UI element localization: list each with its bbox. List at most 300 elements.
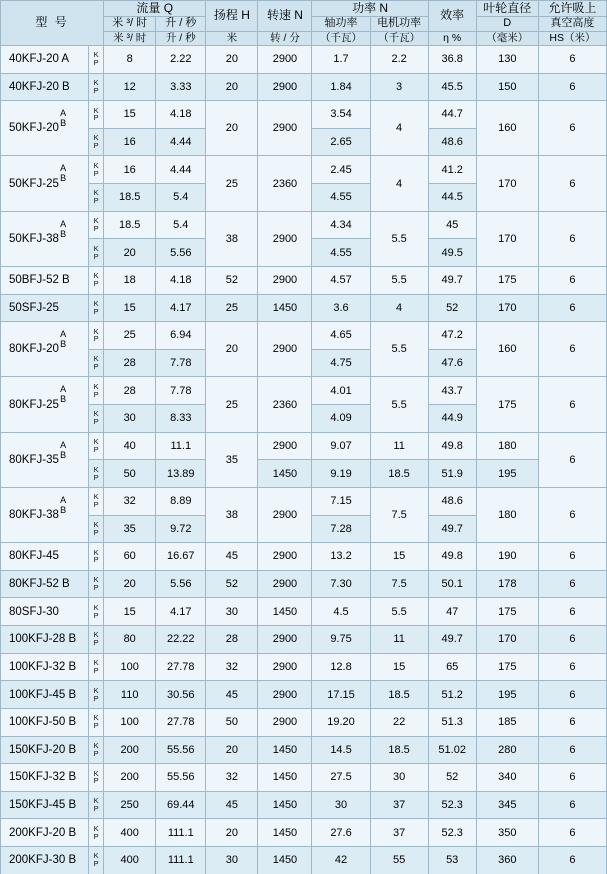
flow-ls: 27.78 (156, 653, 206, 681)
head: 32 (206, 764, 258, 792)
impeller-diameter: 150 (476, 73, 538, 101)
model-label: 50KFJ-38 (9, 232, 59, 245)
flow-m3h: 28 (104, 377, 156, 405)
impeller-diameter: 280 (476, 736, 538, 764)
motor-power: 18.5 (370, 736, 428, 764)
model-cell (1, 570, 89, 598)
suction-height: 6 (538, 377, 606, 432)
speed: 1450 (258, 764, 312, 792)
flow-ls: 8.33 (156, 405, 206, 433)
shaft-power: 1.84 (312, 73, 370, 101)
efficiency: 44.5 (428, 184, 476, 212)
speed: 2360 (258, 377, 312, 432)
kp-marker: K P (89, 847, 104, 874)
flow-m3h: 15 (104, 294, 156, 322)
model-label: 80KFJ-20 (9, 343, 59, 356)
suction-height: 6 (538, 764, 606, 792)
head: 50 (206, 708, 258, 736)
table-row (1, 819, 607, 847)
head: 20 (206, 73, 258, 101)
header-impeller-diameter: 叶轮直径 (476, 1, 538, 17)
header-motor-power-unit: （千瓦） (370, 31, 428, 45)
speed: 2900 (258, 653, 312, 681)
kp-marker: K P (89, 101, 104, 129)
flow-m3h: 16 (104, 128, 156, 156)
suction-height: 6 (538, 819, 606, 847)
model-variant-labels: A B (60, 329, 67, 350)
impeller-diameter: 170 (476, 156, 538, 211)
flow-m3h: 400 (104, 819, 156, 847)
header-flow-ls-unit: 升 / 秒 (156, 31, 206, 45)
table-row (1, 294, 607, 322)
kp-marker: K P (89, 681, 104, 709)
speed: 2360 (258, 156, 312, 211)
motor-power: 4 (370, 156, 428, 211)
shaft-power: 17.15 (312, 681, 370, 709)
head: 20 (206, 322, 258, 377)
flow-ls: 5.4 (156, 211, 206, 239)
head: 20 (206, 736, 258, 764)
table-row (1, 73, 607, 101)
flow-m3h: 200 (104, 764, 156, 792)
flow-ls: 69.44 (156, 791, 206, 819)
speed: 2900 (258, 432, 312, 460)
kp-marker: K P (89, 128, 104, 156)
impeller-diameter: 350 (476, 819, 538, 847)
flow-ls: 5.56 (156, 239, 206, 267)
kp-marker: K P (89, 708, 104, 736)
efficiency: 49.8 (428, 432, 476, 460)
impeller-diameter: 185 (476, 708, 538, 736)
impeller-diameter: 345 (476, 791, 538, 819)
model-cell (1, 377, 89, 432)
flow-ls: 3.33 (156, 73, 206, 101)
impeller-diameter: 360 (476, 847, 538, 874)
model-variant-labels: A B (60, 108, 67, 129)
shaft-power: 2.65 (312, 128, 370, 156)
flow-m3h: 25 (104, 322, 156, 350)
flow-m3h: 18.5 (104, 184, 156, 212)
model-label: 100KFJ-32 B (9, 660, 77, 673)
suction-height: 6 (538, 432, 606, 487)
impeller-diameter: 195 (476, 681, 538, 709)
model-label: 80KFJ-25 (9, 398, 59, 411)
shaft-power: 7.28 (312, 515, 370, 543)
flow-ls: 4.18 (156, 266, 206, 294)
header-efficiency: 效率 (428, 1, 476, 32)
model-cell (1, 73, 89, 101)
table-row (1, 211, 607, 239)
impeller-diameter: 180 (476, 432, 538, 460)
kp-marker: K P (89, 184, 104, 212)
speed: 2900 (258, 626, 312, 654)
motor-power: 5.5 (370, 211, 428, 266)
suction-height: 6 (538, 626, 606, 654)
speed: 1450 (258, 847, 312, 874)
model-label: 40KFJ-20 A (9, 53, 70, 66)
header-speed: 转速 N (258, 1, 312, 32)
motor-power: 11 (370, 626, 428, 654)
speed: 1450 (258, 791, 312, 819)
efficiency: 45.5 (428, 73, 476, 101)
efficiency: 48.6 (428, 487, 476, 515)
suction-height: 6 (538, 266, 606, 294)
flow-m3h: 18 (104, 266, 156, 294)
flow-ls: 5.56 (156, 570, 206, 598)
model-cell (1, 487, 89, 542)
model-cell (1, 156, 89, 211)
suction-height: 6 (538, 598, 606, 626)
motor-power: 11 (370, 432, 428, 460)
suction-height: 6 (538, 322, 606, 377)
head: 25 (206, 294, 258, 322)
header-efficiency-unit: η % (428, 31, 476, 45)
model-label: 100KFJ-50 B (9, 716, 77, 729)
speed: 1450 (258, 460, 312, 488)
model-cell (1, 819, 89, 847)
flow-m3h: 200 (104, 736, 156, 764)
shaft-power: 7.15 (312, 487, 370, 515)
motor-power: 37 (370, 819, 428, 847)
shaft-power: 13.2 (312, 543, 370, 571)
header-suction: 允许吸上 (538, 1, 606, 17)
flow-m3h: 16 (104, 156, 156, 184)
speed: 1450 (258, 819, 312, 847)
shaft-power: 4.65 (312, 322, 370, 350)
shaft-power: 4.55 (312, 184, 370, 212)
model-variant-labels: A B (60, 163, 67, 184)
shaft-power: 4.5 (312, 598, 370, 626)
model-cell (1, 45, 89, 73)
shaft-power: 3.6 (312, 294, 370, 322)
flow-ls: 4.17 (156, 294, 206, 322)
motor-power: 15 (370, 543, 428, 571)
shaft-power: 4.01 (312, 377, 370, 405)
efficiency: 52 (428, 294, 476, 322)
head: 28 (206, 626, 258, 654)
suction-height: 6 (538, 736, 606, 764)
flow-m3h: 35 (104, 515, 156, 543)
motor-power: 2.2 (370, 45, 428, 73)
flow-ls: 111.1 (156, 819, 206, 847)
shaft-power: 4.57 (312, 266, 370, 294)
model-cell (1, 708, 89, 736)
flow-ls: 27.78 (156, 708, 206, 736)
efficiency: 49.5 (428, 239, 476, 267)
motor-power: 18.5 (370, 460, 428, 488)
head: 30 (206, 847, 258, 874)
speed: 2900 (258, 266, 312, 294)
header-suction-height: 真空高度 (538, 17, 606, 32)
kp-marker: K P (89, 764, 104, 792)
motor-power: 15 (370, 653, 428, 681)
kp-marker: K P (89, 515, 104, 543)
head: 20 (206, 45, 258, 73)
motor-power: 18.5 (370, 681, 428, 709)
shaft-power: 3.54 (312, 101, 370, 129)
kp-marker: K P (89, 73, 104, 101)
table-row (1, 543, 607, 571)
flow-m3h: 32 (104, 487, 156, 515)
impeller-diameter: 195 (476, 460, 538, 488)
model-label: 80KFJ-35 (9, 453, 59, 466)
efficiency: 43.7 (428, 377, 476, 405)
shaft-power: 4.55 (312, 239, 370, 267)
table-row (1, 653, 607, 681)
impeller-diameter: 175 (476, 266, 538, 294)
model-variant-labels: A B (60, 218, 67, 239)
shaft-power: 9.75 (312, 626, 370, 654)
kp-marker: K P (89, 432, 104, 460)
table-row (1, 45, 607, 73)
impeller-diameter: 130 (476, 45, 538, 73)
flow-m3h: 20 (104, 239, 156, 267)
suction-height: 6 (538, 653, 606, 681)
model-cell (1, 847, 89, 874)
efficiency: 36.8 (428, 45, 476, 73)
model-label: 80SFJ-30 (9, 605, 59, 618)
motor-power: 5.5 (370, 377, 428, 432)
flow-m3h: 12 (104, 73, 156, 101)
table-row (1, 847, 607, 874)
model-label: 150KFJ-45 B (9, 799, 77, 812)
kp-marker: K P (89, 460, 104, 488)
head: 45 (206, 543, 258, 571)
kp-marker: K P (89, 45, 104, 73)
header-impeller-symbol: D (476, 17, 538, 32)
efficiency: 52 (428, 764, 476, 792)
speed: 2900 (258, 570, 312, 598)
model-cell (1, 736, 89, 764)
table-row (1, 156, 607, 184)
flow-m3h: 15 (104, 101, 156, 129)
model-label: 50SFJ-25 (9, 301, 59, 314)
suction-height: 6 (538, 156, 606, 211)
speed: 1450 (258, 736, 312, 764)
shaft-power: 14.5 (312, 736, 370, 764)
flow-ls: 111.1 (156, 847, 206, 874)
suction-height: 6 (538, 487, 606, 542)
efficiency: 52.3 (428, 819, 476, 847)
speed: 2900 (258, 73, 312, 101)
table-row (1, 708, 607, 736)
kp-marker: K P (89, 570, 104, 598)
speed: 2900 (258, 681, 312, 709)
model-label: 80KFJ-38 (9, 509, 59, 521)
efficiency: 51.3 (428, 708, 476, 736)
head: 52 (206, 570, 258, 598)
flow-m3h: 60 (104, 543, 156, 571)
kp-marker: K P (89, 487, 104, 515)
model-label: 80KFJ-45 (9, 550, 59, 563)
model-cell (1, 543, 89, 571)
header-head: 扬程 H (206, 1, 258, 32)
efficiency: 53 (428, 847, 476, 874)
impeller-diameter: 175 (476, 598, 538, 626)
model-cell (1, 653, 89, 681)
model-cell (1, 101, 89, 156)
kp-marker: K P (89, 819, 104, 847)
flow-m3h: 50 (104, 460, 156, 488)
shaft-power: 42 (312, 847, 370, 874)
flow-ls: 7.78 (156, 377, 206, 405)
kp-marker: K P (89, 598, 104, 626)
header-shaft-power-unit: （千瓦） (312, 31, 370, 45)
efficiency: 49.7 (428, 626, 476, 654)
motor-power: 7.5 (370, 487, 428, 542)
head: 35 (206, 432, 258, 487)
model-cell (1, 266, 89, 294)
kp-marker: K P (89, 266, 104, 294)
impeller-diameter: 180 (476, 487, 538, 542)
kp-marker: K P (89, 211, 104, 239)
flow-m3h: 15 (104, 598, 156, 626)
model-label: 80KFJ-52 B (9, 578, 70, 591)
flow-m3h: 110 (104, 681, 156, 709)
table-row (1, 377, 607, 405)
impeller-diameter: 175 (476, 653, 538, 681)
impeller-diameter: 170 (476, 294, 538, 322)
impeller-diameter: 170 (476, 626, 538, 654)
kp-marker: K P (89, 294, 104, 322)
flow-m3h: 100 (104, 653, 156, 681)
table-row (1, 791, 607, 819)
header-row-1 (1, 1, 607, 17)
model-variant-labels: A B (60, 439, 67, 460)
efficiency: 41.2 (428, 156, 476, 184)
model-cell (1, 432, 89, 487)
header-suction-unit: HS（米） (538, 31, 606, 45)
header-power: 功率 N (312, 1, 428, 17)
flow-ls: 5.4 (156, 184, 206, 212)
suction-height: 6 (538, 101, 606, 156)
model-cell (1, 322, 89, 377)
shaft-power: 27.5 (312, 764, 370, 792)
suction-height: 6 (538, 570, 606, 598)
flow-ls: 4.17 (156, 598, 206, 626)
flow-m3h: 18.5 (104, 211, 156, 239)
suction-height: 6 (538, 681, 606, 709)
table-row (1, 487, 607, 515)
model-label: 50KFJ-25 (9, 177, 59, 190)
flow-ls: 30.56 (156, 681, 206, 709)
motor-power: 22 (370, 708, 428, 736)
efficiency: 65 (428, 653, 476, 681)
model-label: 40KFJ-20 B (9, 80, 70, 93)
speed: 2900 (258, 487, 312, 542)
efficiency: 50.1 (428, 570, 476, 598)
efficiency: 47 (428, 598, 476, 626)
motor-power: 7.5 (370, 570, 428, 598)
impeller-diameter: 170 (476, 211, 538, 266)
kp-marker: K P (89, 405, 104, 433)
model-cell (1, 598, 89, 626)
speed: 2900 (258, 211, 312, 266)
table-row (1, 681, 607, 709)
shaft-power: 12.8 (312, 653, 370, 681)
shaft-power: 1.7 (312, 45, 370, 73)
head: 38 (206, 487, 258, 542)
speed: 2900 (258, 45, 312, 73)
flow-m3h: 30 (104, 405, 156, 433)
suction-height: 6 (538, 294, 606, 322)
flow-m3h: 100 (104, 708, 156, 736)
table-row (1, 736, 607, 764)
kp-marker: K P (89, 156, 104, 184)
efficiency: 48.6 (428, 128, 476, 156)
efficiency: 49.7 (428, 515, 476, 543)
suction-height: 6 (538, 45, 606, 73)
model-variant-labels: A B (60, 384, 67, 405)
flow-ls: 16.67 (156, 543, 206, 571)
kp-marker: K P (89, 239, 104, 267)
header-flow-ls: 升 / 秒 (156, 17, 206, 32)
head: 30 (206, 598, 258, 626)
flow-ls: 11.1 (156, 432, 206, 460)
flow-ls: 4.44 (156, 156, 206, 184)
motor-power: 3 (370, 73, 428, 101)
head: 52 (206, 266, 258, 294)
shaft-power: 9.19 (312, 460, 370, 488)
header-impeller-unit: （毫米） (476, 31, 538, 45)
efficiency: 51.2 (428, 681, 476, 709)
flow-m3h: 28 (104, 349, 156, 377)
head: 25 (206, 377, 258, 432)
shaft-power: 9.07 (312, 432, 370, 460)
efficiency: 47.6 (428, 349, 476, 377)
flow-ls: 7.78 (156, 349, 206, 377)
flow-ls: 55.56 (156, 764, 206, 792)
speed: 1450 (258, 598, 312, 626)
header-model: 型 号 (1, 1, 104, 46)
model-label: 200KFJ-30 B (9, 854, 77, 867)
suction-height: 6 (538, 847, 606, 874)
table-row (1, 570, 607, 598)
kp-marker: K P (89, 653, 104, 681)
impeller-diameter: 175 (476, 377, 538, 432)
speed: 2900 (258, 708, 312, 736)
table-row (1, 598, 607, 626)
speed: 1450 (258, 294, 312, 322)
header-motor-power: 电机功率 (370, 17, 428, 32)
efficiency: 45 (428, 211, 476, 239)
efficiency: 52.3 (428, 791, 476, 819)
shaft-power: 19.20 (312, 708, 370, 736)
flow-m3h: 40 (104, 432, 156, 460)
suction-height: 6 (538, 543, 606, 571)
model-label: 100KFJ-28 B (9, 633, 77, 646)
model-cell (1, 791, 89, 819)
kp-marker: K P (89, 543, 104, 571)
shaft-power: 2.45 (312, 156, 370, 184)
model-cell (1, 681, 89, 709)
impeller-diameter: 340 (476, 764, 538, 792)
model-label: 200KFJ-20 B (9, 826, 77, 839)
flow-ls: 4.18 (156, 101, 206, 129)
head: 20 (206, 819, 258, 847)
head: 38 (206, 211, 258, 266)
table-row (1, 460, 607, 488)
flow-ls: 4.44 (156, 128, 206, 156)
flow-m3h: 400 (104, 847, 156, 874)
kp-marker: K P (89, 736, 104, 764)
table-row (1, 626, 607, 654)
model-label: 150KFJ-20 B (9, 743, 77, 756)
head: 20 (206, 101, 258, 156)
table-row (1, 266, 607, 294)
motor-power: 55 (370, 847, 428, 874)
efficiency: 44.7 (428, 101, 476, 129)
